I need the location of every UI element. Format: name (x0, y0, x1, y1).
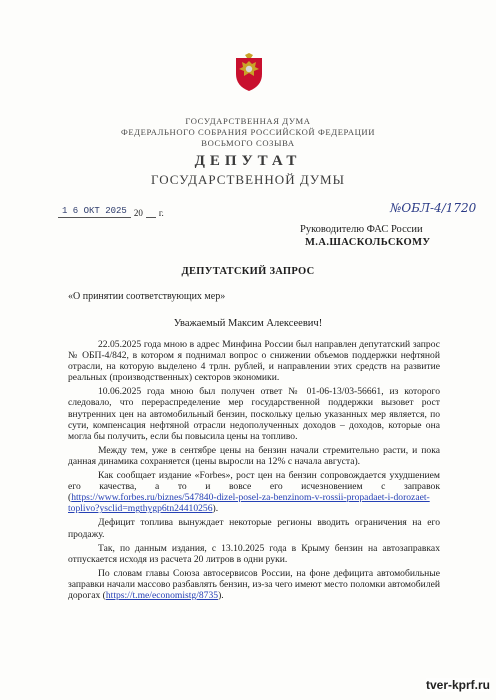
recipient-name: М.А.ШАСКОЛЬСКОМУ (305, 237, 431, 248)
date-stamp: 1 6 ОКТ 2025 (58, 206, 131, 218)
paragraph-4-text: Как сообщает издание «Forbes», рост цен на бензин сопровождается ухудшением его качества, а то и вовсе его исчезновением с заправок ( (68, 470, 440, 504)
paragraph-3: Между тем, уже в сентябре цены на бензин начали стремительно расти, и пока данная динамика сохраняется (цены выросли на 12% с начала августа). (68, 444, 440, 467)
paragraph-7-end: ). (218, 589, 224, 601)
date-year-prefix: 20 (133, 208, 143, 218)
salutation: Уважаемый Максим Алексеевич! (173, 318, 323, 329)
date-year-blank (146, 217, 156, 218)
paragraph-7 (68, 568, 440, 601)
site-watermark: tver-kprf.ru (425, 678, 490, 692)
date-year-abbr: г. (158, 208, 164, 218)
document-title: ДЕПУТАТСКИЙ ЗАПРОС (181, 266, 315, 277)
letterhead-line-2: ФЕДЕРАЛЬНОГО СОБРАНИЯ РОССИЙСКОЙ ФЕДЕРАЦИИ (120, 127, 376, 137)
date-line (58, 206, 164, 218)
registration-number: №ОБЛ-4/1720 (390, 201, 477, 215)
coat-of-arms-icon (232, 52, 266, 92)
paragraph-4 (68, 470, 440, 514)
telegram-link[interactable]: https://t.me/economistg/8735 (105, 589, 219, 601)
paragraph-6: Так, по данным издания, с 13.10.2025 года в Крыму бензин на автозаправках отпускается исходя из расчета 20 литров в одни руки. (68, 542, 440, 565)
letterhead-line-3: ВОСЬМОГО СОЗЫВА (201, 138, 295, 148)
document-subject: «О принятии соответствующих мер» (68, 291, 226, 302)
paragraph-1: 22.05.2025 года мною в адрес Минфина России был направлен депутатский запрос № ОБП-4/842, в котором я поднимал вопрос о снижении объемов поддержки нефтяной отрасли, на которую выделено 4 трлн. рублей, и направлении этих средств на развитие реальных (производственных) секторов экономики. (68, 339, 440, 384)
paragraph-7-text: По словам главы Союза автосервисов России, на фоне дефицита автомобильные заправки начали массово разбавлять бензин, из-за чего имеют место поломки автомобилей дорогах ( (68, 567, 440, 601)
letterhead-deputy: ДЕПУТАТ (194, 153, 302, 169)
paragraph-2: 10.06.2025 года мною был получен ответ № 01-06-13/03-56661, из которого следовало, что перераспределение мер государственной поддержки вызовет рост внутренних цен на автомобильный бензин, поскольку целью указанных мер является, по сути, компенсация нефтяной отрасли недополученных доходов – доходов, которые она могла бы получить, если бы повысила цены на топливо. (68, 386, 440, 442)
letterhead-line-1: ГОСУДАРСТВЕННАЯ ДУМА (185, 116, 311, 126)
letterhead-duma: ГОСУДАРСТВЕННОЙ ДУМЫ (151, 172, 345, 187)
forbes-link[interactable]: https://www.forbes.ru/biznes/547840-dizel-posel-za-benzinom-v-rossii-propadaet-i-dorozaet-toplivo?ysclid=mgthygp6tn24410256 (68, 492, 430, 515)
letter-body (68, 339, 440, 604)
paragraph-5: Дефицит топлива вынуждает некоторые регионы вводить ограничения на его продажу. (68, 517, 440, 540)
recipient-position: Руководителю ФАС России (300, 224, 423, 235)
paragraph-4-end: ). (212, 503, 219, 515)
